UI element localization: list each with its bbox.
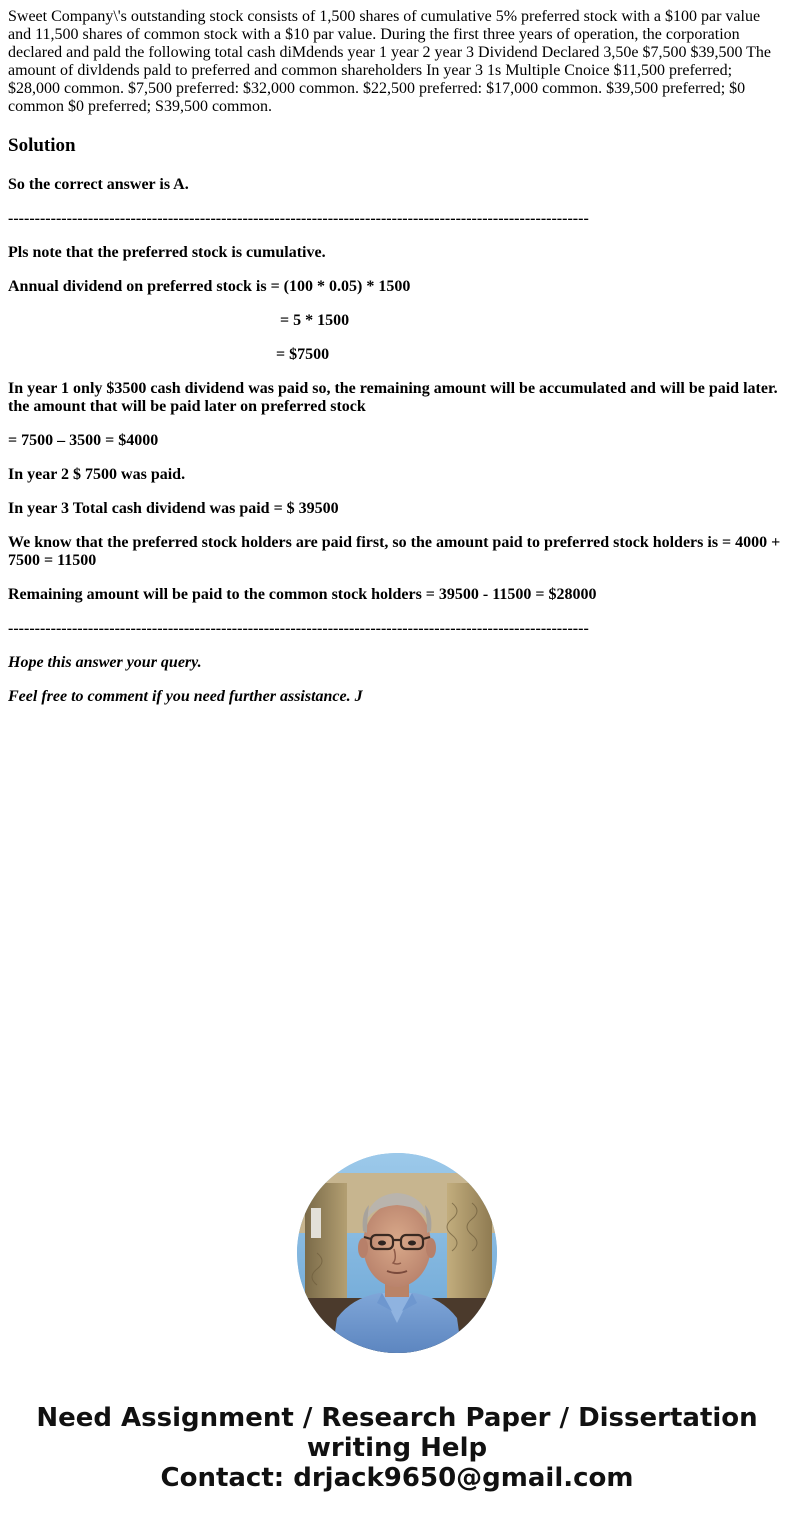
cumulative-note: Pls note that the preferred stock is cumulative. [8,244,326,261]
year2-text: In year 2 $ 7500 was paid. [8,466,186,483]
promo-line-2: writing Help [306,1433,488,1463]
closing-line-2: Feel free to comment if you need further assistance. J [8,688,363,705]
year1-text: In year 1 only $3500 cash dividend was paid so, the remaining amount will be accumulated and will be paid later. the amount that will be paid later on preferred stock [8,380,782,415]
promo-banner [0,1403,794,1493]
author-avatar [297,1153,497,1353]
divider-top: ------------------------------------------------------------------------------------------------------------- [8,210,589,227]
document-body [8,8,786,706]
preferred-paid-line: We know that the preferred stock holders are paid first, so the amount paid to preferred stock holders is = 4000 + 7500 = 11500 [8,534,785,569]
calc-step-2: = $7500 [276,346,330,363]
calc-step-1: = 5 * 1500 [280,312,350,329]
year1-calc: = 7500 – 3500 = $4000 [8,432,159,449]
question-text: Sweet Company\'s outstanding stock consists of 1,500 shares of cumulative 5% preferred stock with a $100 par value and 11,500 shares of common stock with a $10 par value. During the first three years of operation, the corporation declared and pald the following total cash diMdends year 1 year 2 year 3 Dividend Declared 3,50e $7,500 $39,500 The amount of divldends pald to preferred and common shareholders In year 3 1s Multiple Cnoice $11,500 preferred; $28,000 common. $7,500 preferred: $32,000 common. $22,500 preferred: $17,000 common. $39,500 preferred; $0 common $0 preferred; S39,500 common. [8,8,772,115]
year3-text: In year 3 Total cash dividend was paid = $ 39500 [8,500,339,517]
author-portrait-image [297,1153,497,1353]
promo-contact-line: Contact: drjack9650@gmail.com [160,1463,634,1493]
divider-bottom: ------------------------------------------------------------------------------------------------------------- [8,620,589,637]
annual-dividend-line: Annual dividend on preferred stock is = (100 * 0.05) * 1500 [8,278,411,295]
closing-line-1: Hope this answer your query. [8,654,202,671]
common-paid-line: Remaining amount will be paid to the common stock holders = 39500 - 11500 = $28000 [8,586,597,603]
promo-line-1: Need Assignment / Research Paper / Dissertation [36,1403,758,1433]
solution-heading: Solution [8,135,76,156]
answer-line: So the correct answer is A. [8,176,189,193]
